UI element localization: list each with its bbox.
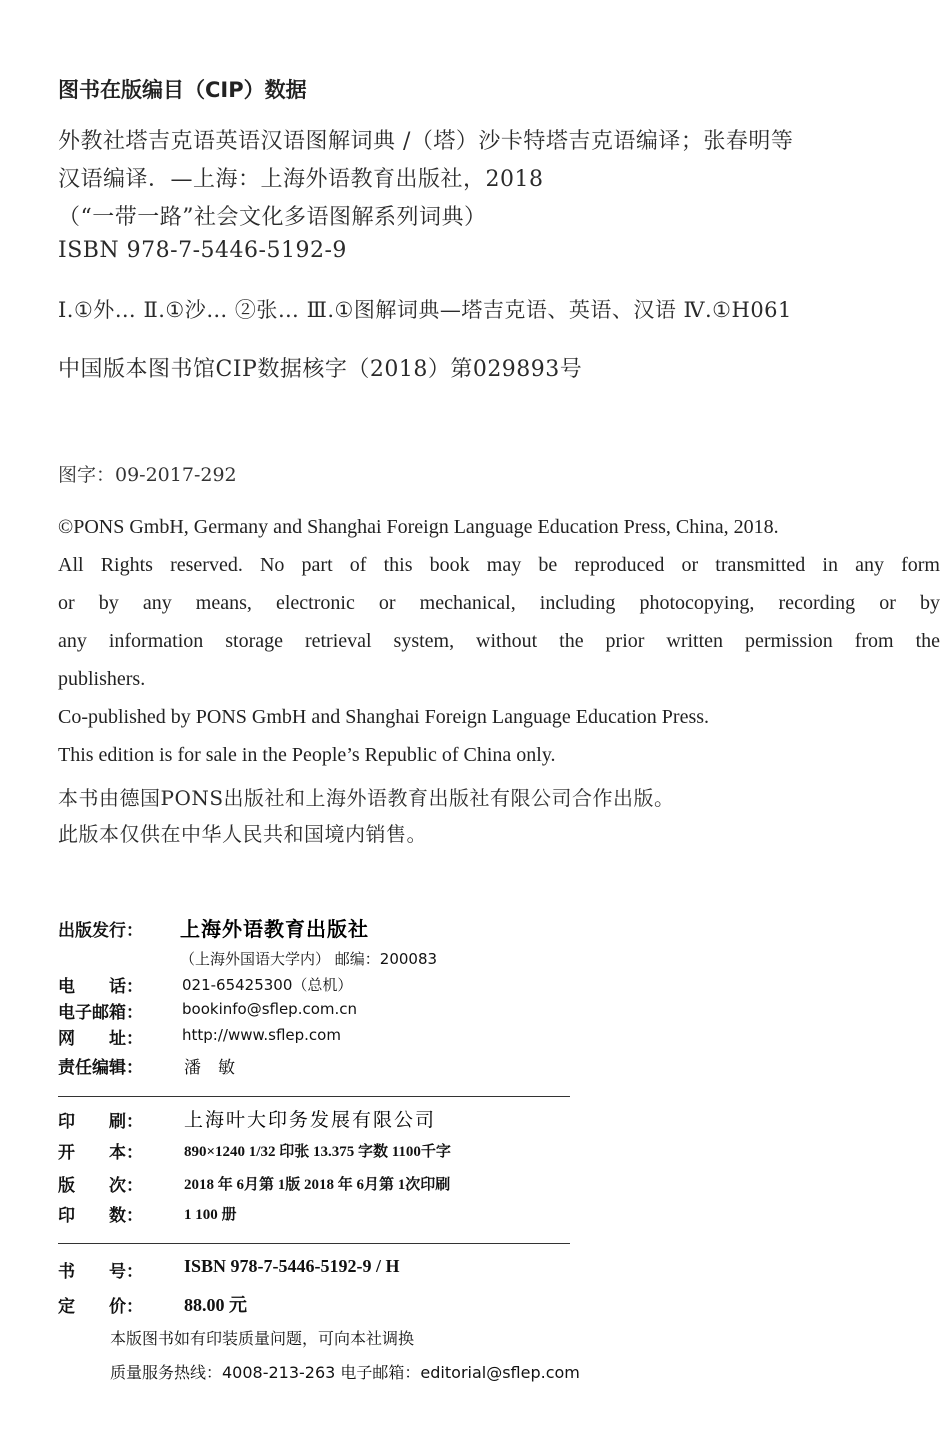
- rights-line-4: publishers.: [58, 668, 146, 690]
- quality-hotline: 质量服务热线：4008-213-263 电子邮箱：editorial@sflep.com: [110, 1363, 580, 1382]
- publisher-label: 出版发行：: [58, 921, 143, 941]
- rights-line-2: or by any means, electronic or mechanical, including photocopying, recording or by: [58, 592, 940, 614]
- rights-line-1: All Rights reserved. No part of this book may be reproduced or transmitted in any form: [58, 554, 940, 576]
- cooperation-line: 本书由德国PONS出版社和上海外语教育出版社有限公司合作出版。: [58, 786, 675, 810]
- copies-label: 印 数：: [58, 1206, 143, 1226]
- price-value: 88.00 元: [184, 1295, 247, 1315]
- cip-publication-line: 汉语编译．—上海：上海外语教育出版社，2018: [58, 167, 544, 192]
- rights-line-3: any information storage retrieval system, without the prior written permission from the: [58, 630, 940, 652]
- book-number-value: ISBN 978-7-5446-5192-9 / H: [184, 1256, 400, 1276]
- divider-1: [58, 1096, 570, 1097]
- copyright-line: ©PONS GmbH, Germany and Shanghai Foreign Language Education Press, China, 2018.: [58, 516, 779, 538]
- license-number: 图字：09-2017-292: [58, 464, 237, 486]
- cip-classification-line: Ⅰ.①外… Ⅱ.①沙… ②张… Ⅲ.①图解词典—塔吉克语、英语、汉语 Ⅳ.①H061: [58, 298, 792, 322]
- cip-heading: 图书在版编目（CIP）数据: [58, 78, 307, 102]
- copies-value: 1 100 册: [184, 1207, 237, 1223]
- phone-label: 电 话：: [58, 977, 143, 997]
- publisher-name: 上海外语教育出版社: [180, 917, 369, 941]
- website-label: 网 址：: [58, 1029, 143, 1049]
- edition-value: 2018 年 6月第 1版 2018 年 6月第 1次印刷: [184, 1177, 451, 1193]
- edition-label: 版 次：: [58, 1176, 143, 1196]
- quality-notice: 本版图书如有印装质量问题，可向本社调换: [110, 1329, 415, 1348]
- cip-record-line: 中国版本图书馆CIP数据核字（2018）第029893号: [58, 357, 583, 382]
- publisher-address: （上海外国语大学内） 邮编：200083: [180, 950, 438, 968]
- sale-line: This edition is for sale in the People’s Republic of China only.: [58, 744, 556, 766]
- website-value: http://www.sflep.com: [182, 1026, 341, 1044]
- price-label: 定 价：: [58, 1297, 143, 1317]
- cip-series-line: （“一带一路”社会文化多语图解系列词典）: [58, 205, 487, 230]
- copublished-line: Co-published by PONS GmbH and Shanghai Foreign Language Education Press.: [58, 706, 710, 728]
- phone-value: 021-65425300（总机）: [182, 976, 353, 994]
- format-label: 开 本：: [58, 1143, 143, 1163]
- email-label: 电子邮箱：: [58, 1003, 143, 1023]
- cip-isbn-line: ISBN 978-7-5446-5192-9: [58, 238, 347, 263]
- email-value: bookinfo@sflep.com.cn: [182, 1000, 358, 1018]
- divider-2: [58, 1243, 570, 1244]
- printer-name: 上海叶大印务发展有限公司: [184, 1109, 437, 1131]
- sale-region-line: 此版本仅供在中华人民共和国境内销售。: [58, 822, 427, 846]
- cip-title-line: 外教社塔吉克语英语汉语图解词典 /（塔）沙卡特塔吉克语编译；张春明等: [58, 129, 794, 154]
- book-number-label: 书 号：: [58, 1262, 143, 1282]
- printer-label: 印 刷：: [58, 1112, 143, 1132]
- editor-label: 责任编辑：: [58, 1058, 143, 1078]
- editor-value: 潘 敏: [184, 1058, 235, 1078]
- format-value: 890×1240 1/32 印张 13.375 字数 1100千字: [184, 1144, 451, 1160]
